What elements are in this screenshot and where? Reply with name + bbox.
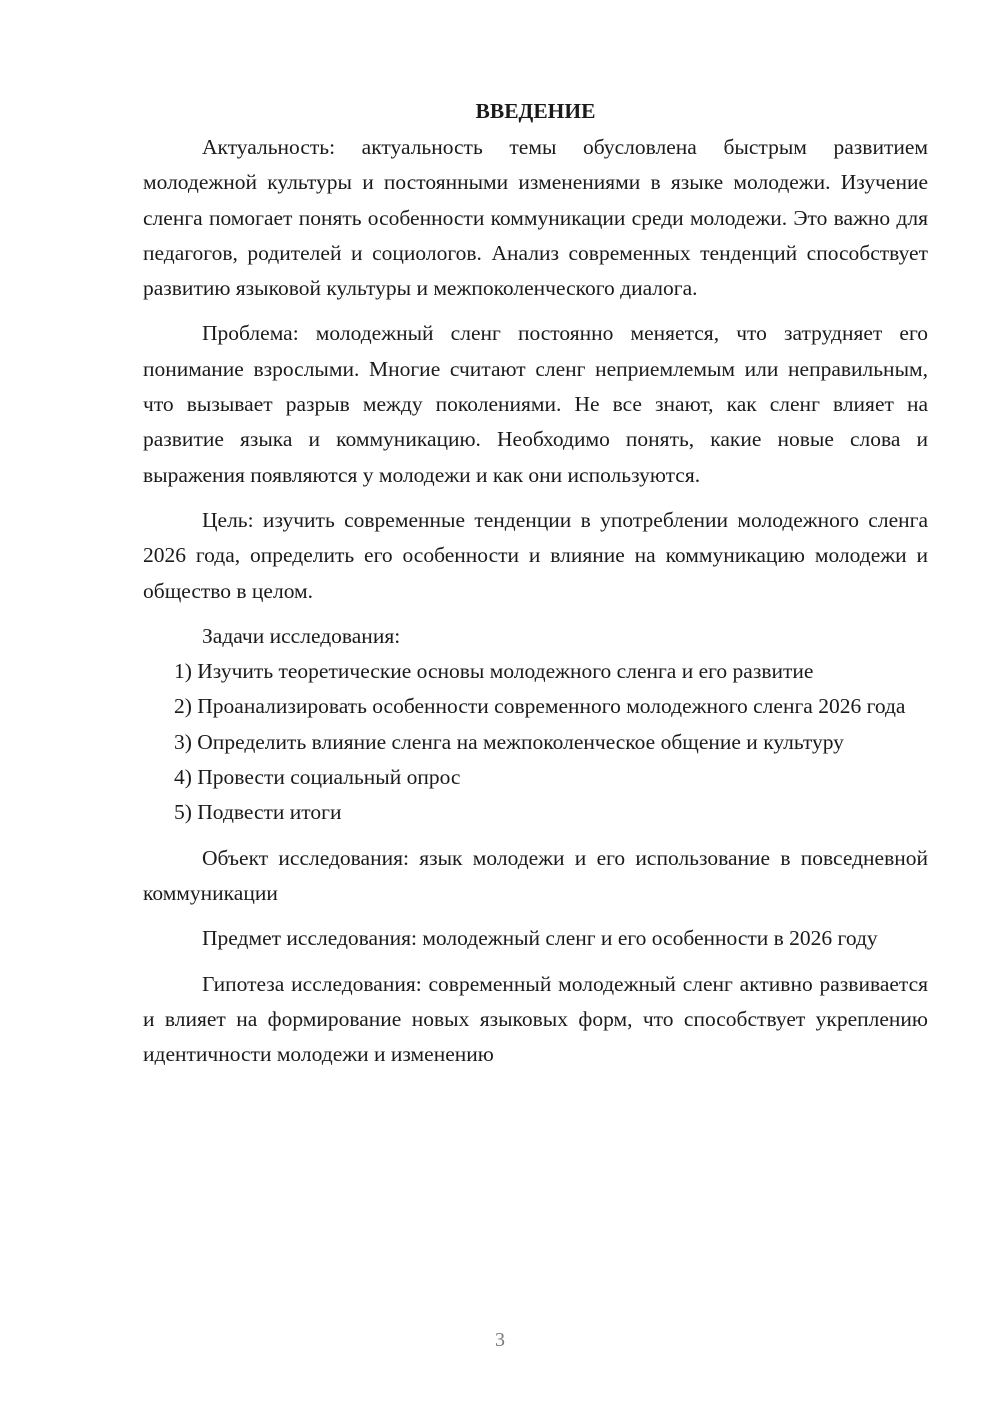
tasks-heading: Задачи исследования: bbox=[202, 623, 401, 648]
document-page bbox=[143, 92, 928, 1072]
task-item-4: 4) Провести социальный опрос bbox=[174, 765, 461, 790]
task-item-1: 1) Изучить теоретические основы молодежного сленга и его развитие bbox=[174, 659, 814, 684]
page-number: 3 bbox=[495, 1329, 505, 1351]
section-title: ВВЕДЕНИЕ bbox=[475, 99, 596, 123]
task-item-3: 3) Определить влияние сленга на межпоколенческое общение и культуру bbox=[174, 729, 844, 754]
paragraph-hypothesis: Гипотеза исследования: современный молодежный сленг активно развивается и влияет на формирование новых языковых форм, что способствует укреплению идентичности молодежи и изменению bbox=[143, 971, 928, 1067]
paragraph-object: Объект исследования: язык молодежи и его использование в повседневной коммуникации bbox=[143, 845, 928, 905]
task-item-5: 5) Подвести итоги bbox=[174, 800, 342, 825]
task-item-2: 2) Проанализировать особенности современного молодежного сленга 2026 года bbox=[174, 694, 906, 719]
paragraph-actuality: Актуальность: актуальность темы обусловлена быстрым развитием молодежной культуры и постоянными изменениями в языке молодежи. Изучение сленга помогает понять особенности коммуникации среди молодежи. Это важно для педагогов, родителей и социологов. Анализ современных тенденций способствует развитию языковой культуры и межпоколенческого диалога. bbox=[143, 135, 928, 301]
paragraph-subject: Предмет исследования: молодежный сленг и его особенности в 2026 году bbox=[202, 926, 878, 951]
paragraph-problem: Проблема: молодежный сленг постоянно меняется, что затрудняет его понимание взрослыми. Многие считают сленг неприемлемым или неправильным, что вызывает разрыв между поколениями. Не все знают, как сленг влияет на развитие языка и коммуникацию. Необходимо понять, какие новые слова и выражения появляются у молодежи и как они используются. bbox=[143, 321, 928, 487]
paragraph-goal: Цель: изучить современные тенденции в употреблении молодежного сленга 2026 года, определить его особенности и влияние на коммуникацию молодежи и общество в целом. bbox=[143, 507, 928, 603]
